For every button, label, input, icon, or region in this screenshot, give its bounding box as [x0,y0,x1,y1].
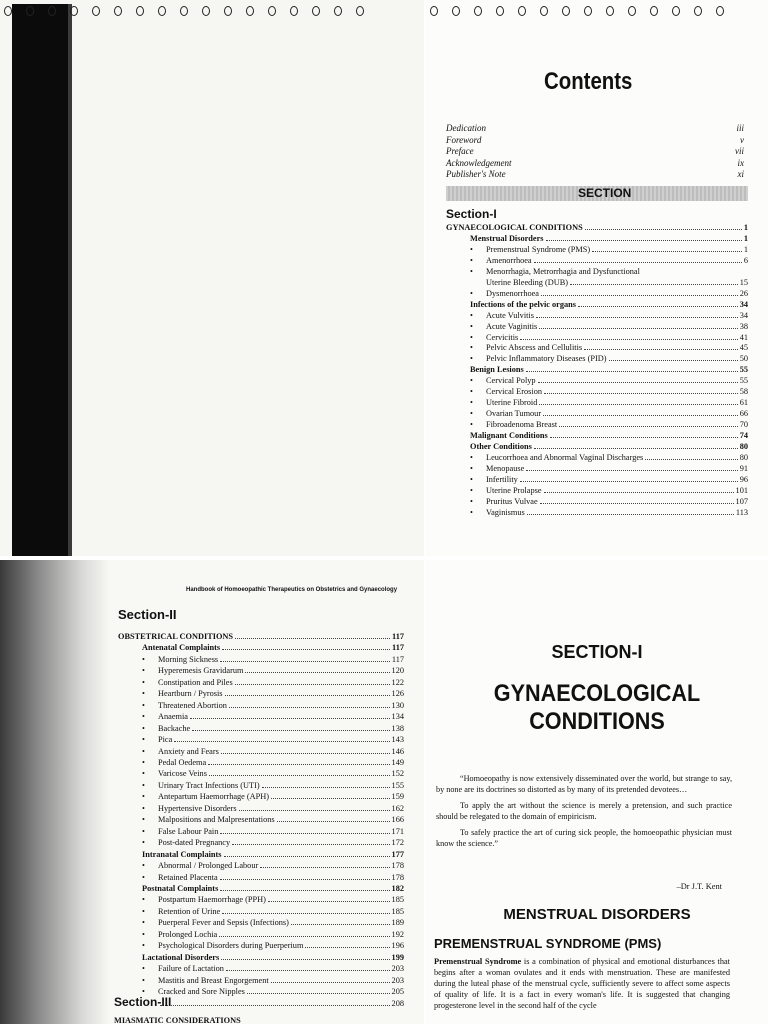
toc-item[interactable]: • Constipation and Piles 122 [118,677,404,688]
toc-item[interactable]: Uterine Bleeding (DUB) 15 [486,277,748,287]
contents-page [426,0,768,556]
toc-subheading[interactable]: Malignant Conditions 74 [470,431,748,441]
quote-author: –Dr J.T. Kent [676,882,722,891]
toc-subheading[interactable]: Postnatal Complaints 182 [142,883,404,893]
toc-item[interactable]: • Infertility 96 [446,475,748,486]
running-header: Handbook of Homoeopathic Therapeutics on Obstetrics and Gynaecology [186,587,398,593]
dot-leader [534,448,738,449]
subheading-pms: PREMENSTRUAL SYNDROME (PMS) [434,936,662,951]
scan-shadow [0,560,110,1024]
front-matter-item[interactable]: Publisher's Note xi [446,169,744,179]
toc-item[interactable]: • Uterine Prolapse 101 [446,486,748,497]
dot-leader [192,730,389,731]
toc-item[interactable]: • Uterine Fibroid 61 [446,398,748,409]
toc-item-miasmatic[interactable]: MIASMATIC CONSIDERATIONS [114,1016,241,1024]
dot-leader [546,240,742,241]
dot-leader [520,481,738,482]
toc-item[interactable]: • Malpositions and Malpresentations 166 [118,814,404,825]
dot-leader [222,649,390,650]
toc-heading[interactable]: OBSTETRICAL CONDITIONS 117 [118,632,404,641]
toc-subheading[interactable]: Infections of the pelvic organs 34 [470,299,748,309]
dot-leader [544,393,738,394]
subheading-menstrual-disorders: MENSTRUAL DISORDERS [503,906,691,923]
toc-item[interactable]: • Abnormal / Prolonged Labour 178 [118,860,404,871]
toc-item[interactable]: • Amenorrhoea 6 [446,256,748,267]
dot-leader [247,993,390,994]
toc-item[interactable]: • Hyperemesis Gravidarum 120 [118,665,404,676]
body-paragraph: Premenstrual Syndrome is a combination of physical and emotional disturbances that begins after a woman ovulates and it ends with menstruation. These are manifested during the luteal phase of the menstrual cycle, sufficiently severe to affect some aspects of quality of life. It is a fact in every woman's life. It is suggested that changing progesterone level in the second half of the cycle [434,957,730,1010]
spiral-binding [0,0,424,22]
dot-leader [221,959,389,960]
epigraph-quote [436,774,732,855]
dot-leader [190,718,390,719]
dot-leader [585,229,742,230]
dot-leader [291,924,390,925]
toc-subheading[interactable]: Benign Lesions 55 [470,365,748,375]
toc-item[interactable]: 208 [118,998,404,1009]
dot-leader [239,810,390,811]
dot-leader [209,775,390,776]
dot-leader [220,890,389,891]
toc-item[interactable]: • Cervical Erosion 58 [446,387,748,398]
toc-item[interactable]: • Pelvic Inflammatory Diseases (PID) 50 [446,354,748,365]
dot-leader [220,661,390,662]
toc-item[interactable]: • Fibroadenoma Breast 70 [446,420,748,431]
toc-item[interactable]: • Morning Sickness 117 [118,654,404,665]
dot-leader [220,833,389,834]
dot-leader [538,382,738,383]
dot-leader [260,867,389,868]
section-heading: Section-II [118,607,177,622]
toc-subheading[interactable]: Antenatal Complaints 117 [142,643,404,653]
dot-leader [277,821,390,822]
toc-item[interactable]: • Prolonged Lochia 192 [118,929,404,940]
dot-leader [208,764,389,765]
toc-item[interactable]: • Anaemia 134 [118,711,404,722]
binding-shadow [12,4,70,556]
dot-leader [235,638,390,639]
toc-item[interactable]: • Postpartum Haemorrhage (PPH) 185 [118,894,404,905]
section-heading: Section-III [114,995,172,1009]
dot-leader [225,695,390,696]
dot-leader [229,707,390,708]
toc-item[interactable]: • Pruritus Vulvae 107 [446,497,748,508]
front-matter-item[interactable]: Preface vii [446,146,744,156]
dot-leader [609,360,738,361]
toc-subheading[interactable]: Other Conditions 80 [470,442,748,452]
front-matter-list [446,123,746,181]
dot-leader [543,415,738,416]
toc-item[interactable]: • Ovarian Tumour 66 [446,409,748,420]
dot-leader [550,437,738,438]
front-matter-item[interactable]: Acknowledgement ix [446,157,744,168]
toc-item[interactable]: • Anxiety and Fears 146 [118,746,404,757]
front-matter-item[interactable]: Dedication iii [446,123,744,133]
quote-paragraph: To apply the art without the science is merely a pretension, and such practice should be relegated to the domain of empiricism. [436,801,732,821]
binding-edge [68,4,72,556]
blank-page-top-left [0,0,424,556]
dot-leader [584,349,738,350]
dot-leader [541,295,738,296]
toc-item[interactable]: • Dysmenorrhoea 26 [446,289,748,300]
dot-leader [268,901,390,902]
toc-item[interactable]: • Retention of Urine 185 [118,906,404,917]
toc-item[interactable]: • Pica 143 [118,734,404,745]
dot-leader [592,251,742,252]
toc-item[interactable]: • False Labour Pain 171 [118,826,404,837]
toc-item[interactable]: • Pedal Oedema 149 [118,757,404,768]
chapter-title: GYNAECOLOGICAL CONDITIONS [493,680,701,735]
dot-leader [160,1005,390,1006]
section-label: SECTION-I [551,642,643,662]
dot-leader [262,787,390,788]
toc-item[interactable]: • Varicose Veins 152 [118,768,404,779]
toc-item[interactable]: • Cervicitis 41 [446,333,748,344]
toc-item[interactable]: • Backache 138 [118,723,404,734]
toc-item[interactable]: • Post-dated Pregnancy 172 [118,837,404,848]
section-heading: Section-I [446,207,497,221]
toc-item[interactable]: • Menopause 91 [446,464,748,475]
dot-leader [220,879,390,880]
dot-leader [520,339,737,340]
dot-leader [271,982,390,983]
dot-leader [232,844,389,845]
chapter-opening-page [426,560,768,1024]
front-matter-item[interactable]: Foreword v [446,134,744,145]
dot-leader [224,856,390,857]
toc-item[interactable]: • Psychological Disorders during Puerperium 196 [118,940,404,951]
dot-leader [539,404,737,405]
dot-leader [534,262,742,263]
dot-leader [219,936,389,937]
dot-leader [539,328,737,329]
dot-leader [271,798,389,799]
toc-heading[interactable]: GYNAECOLOGICAL CONDITIONS 1 [446,223,748,232]
dot-leader [544,492,734,493]
toc-item[interactable]: • Mastitis and Breast Engorgement 203 [118,975,404,986]
toc-item[interactable]: • Premenstrual Syndrome (PMS) 1 [446,245,748,256]
toc-item[interactable]: • Leucorrhoea and Abnormal Vaginal Discharges 80 [446,453,748,464]
toc-subheading[interactable]: Menstrual Disorders 1 [470,233,748,243]
toc-item[interactable]: • Threatened Abortion 130 [118,700,404,711]
toc-item[interactable]: • Hypertensive Disorders 162 [118,803,404,814]
dot-leader [226,970,390,971]
toc-item[interactable]: • Cracked and Sore Nipples 205 [118,986,404,997]
dot-leader [245,672,389,673]
dot-leader [526,371,738,372]
dot-leader [527,514,734,515]
toc-item[interactable]: • Acute Vulvitis 34 [446,311,748,322]
toc-item[interactable]: • Menorrhagia, Metrorrhagia and Dysfunctional [446,267,748,278]
toc-item[interactable]: • Pelvic Abscess and Cellulitis 45 [446,343,748,354]
dot-leader [235,684,390,685]
dot-leader [174,741,389,742]
section-band: SECTION [446,186,748,201]
dot-leader [578,306,738,307]
dot-leader [221,753,390,754]
dot-leader [536,317,738,318]
toc-item[interactable]: • Vaginismus 113 [446,508,748,519]
dot-leader [305,947,389,948]
toc-item[interactable]: • Heartburn / Pyrosis 126 [118,688,404,699]
spiral-binding [426,0,768,22]
dot-leader [645,459,737,460]
toc-item[interactable]: • Acute Vaginitis 38 [446,322,748,333]
toc-item[interactable]: • Retained Placenta 178 [118,872,404,883]
toc-list-section-1 [446,223,748,519]
quote-paragraph: “Homoeopathy is now extensively disseminated over the world, but strange to say, by none are its doctrines so distorted as by many of its pretended devotees… [436,774,732,794]
toc-subheading[interactable]: Intranatal Complaints 177 [142,849,404,859]
dot-leader [540,503,734,504]
toc-subheading[interactable]: Lactational Disorders 199 [142,952,404,962]
toc-item[interactable]: • Cervical Polyp 55 [446,376,748,387]
toc-item[interactable]: • Antepartum Haemorrhage (APH) 159 [118,791,404,802]
toc-item[interactable]: • Puerperal Fever and Sepsis (Infections) 189 [118,917,404,928]
toc-item[interactable]: • Failure of Lactation 203 [118,963,404,974]
toc-list-section-2 [118,631,404,1009]
dot-leader [559,426,738,427]
dot-leader [570,284,738,285]
dot-leader [526,470,737,471]
contents-title: Contents [544,68,633,95]
toc-item[interactable]: • Urinary Tract Infections (UTI) 155 [118,780,404,791]
dot-leader [222,913,389,914]
quote-paragraph: To safely practice the art of curing sick people, the homoeopathic physician must know the science.” [436,828,732,848]
contents-continued-page [0,560,424,1024]
